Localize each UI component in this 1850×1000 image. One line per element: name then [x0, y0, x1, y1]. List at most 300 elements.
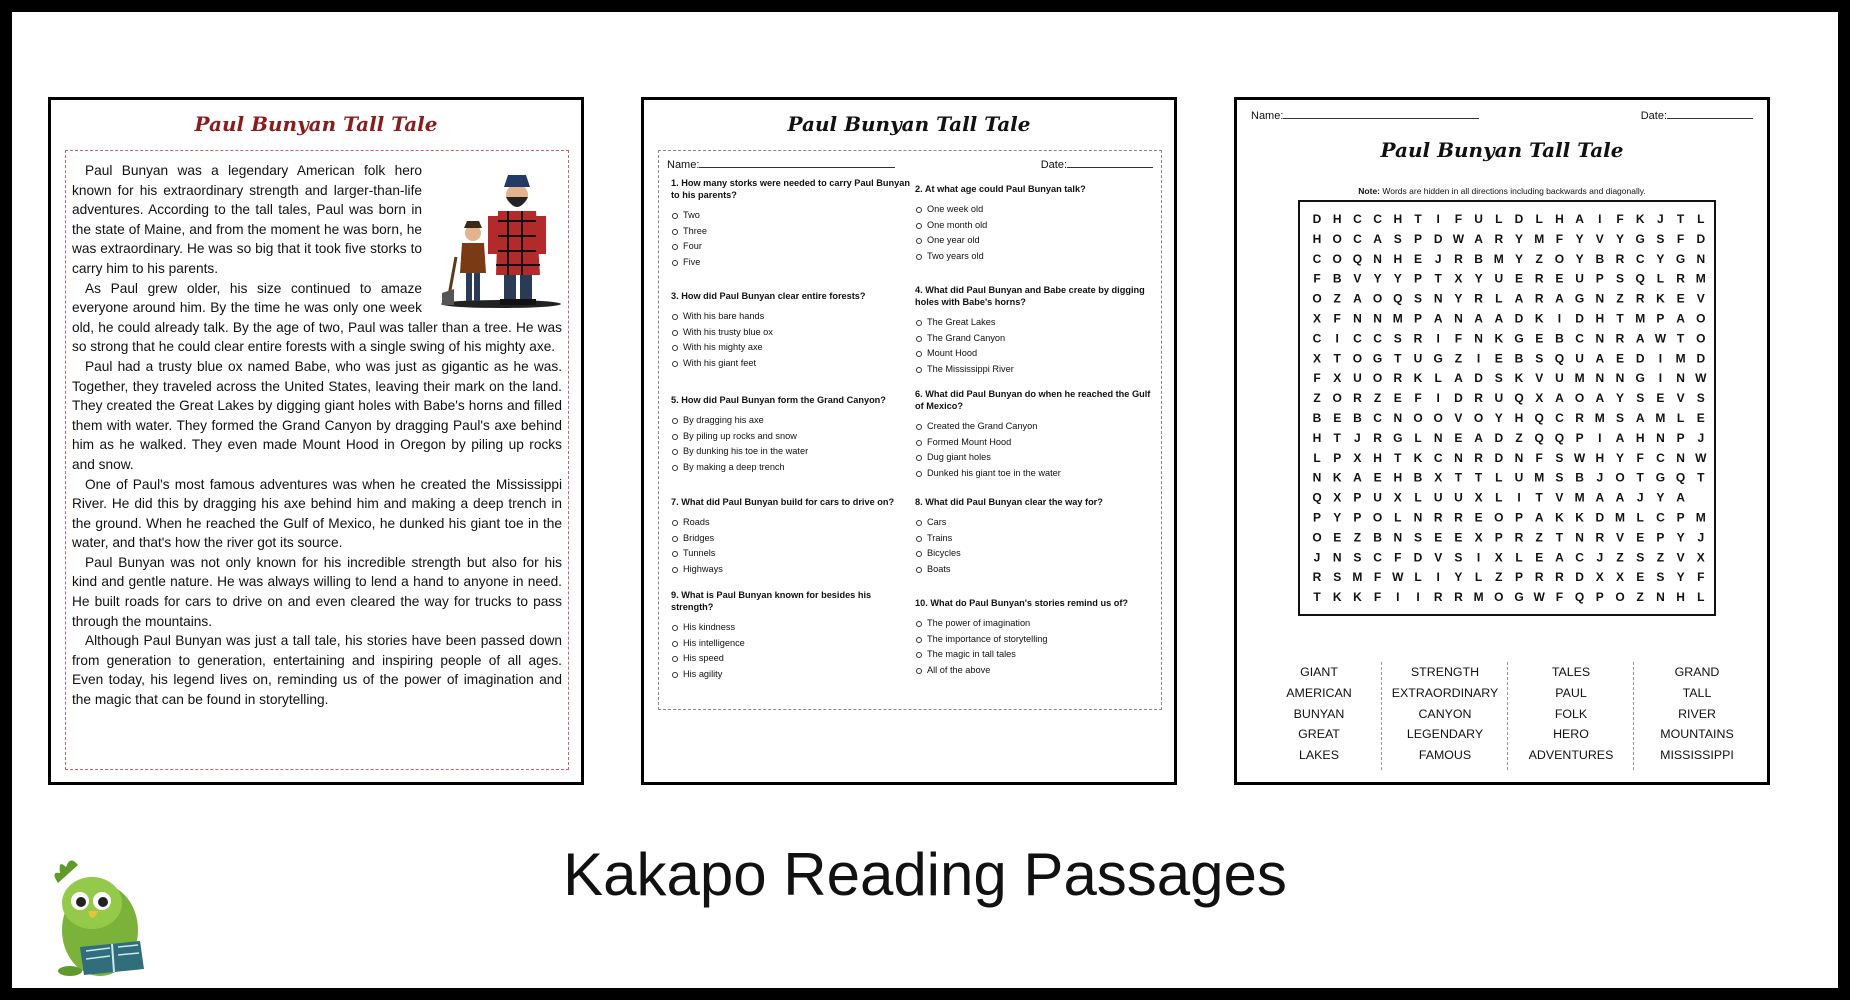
- quiz-box: [658, 150, 1162, 710]
- grid-letter: R: [1474, 391, 1483, 406]
- grid-letter: D: [1494, 450, 1504, 465]
- grid-letter: W: [1533, 590, 1545, 605]
- quiz-question: [671, 394, 911, 475]
- grid-letter: S: [1555, 450, 1564, 465]
- grid-letter: F: [1394, 550, 1402, 565]
- grid-letter: C: [1635, 251, 1645, 266]
- grid-letter: P: [1575, 430, 1584, 445]
- answer-option: His speed: [671, 651, 911, 667]
- grid-letter: A: [1555, 550, 1564, 565]
- grid-letter: H: [1595, 311, 1605, 326]
- grid-letter: U: [1494, 271, 1504, 286]
- word-bank-word: AMERICAN: [1286, 685, 1352, 700]
- grid-letter: U: [1353, 371, 1362, 386]
- grid-letter: U: [1575, 351, 1584, 366]
- grid-letter: E: [1656, 391, 1665, 406]
- grid-letter: M: [1695, 510, 1706, 525]
- word-bank-word: LAKES: [1299, 748, 1339, 763]
- grid-letter: F: [1373, 590, 1382, 605]
- grid-letter: E: [1393, 391, 1402, 406]
- answer-option: By dragging his axe: [671, 413, 911, 429]
- grid-letter: Y: [1615, 450, 1625, 465]
- grid-letter: X: [1312, 311, 1322, 326]
- grid-letter: L: [1495, 470, 1503, 485]
- grid-letter: C: [1353, 331, 1362, 346]
- answer-option: Tunnels: [671, 546, 911, 562]
- grid-letter: N: [1433, 291, 1443, 306]
- grid-letter: O: [1372, 510, 1383, 525]
- grid-letter: N: [1676, 371, 1685, 386]
- grid-letter: I: [1476, 550, 1481, 565]
- grid-letter: X: [1595, 570, 1604, 585]
- passage-box: [65, 150, 569, 770]
- grid-letter: J: [1596, 550, 1604, 565]
- grid-letter: H: [1393, 470, 1403, 485]
- passage-paragraph: One of Paul's most famous adventures was when he created the Mississippi River. He did this by dragging his axe behind him and making a deep trench in the ground. When he reached the Gulf of Mexico, he dunked his giant toe in the water, and that's how the river got its source.: [72, 476, 562, 551]
- grid-letter: T: [1474, 470, 1483, 485]
- grid-letter: X: [1615, 570, 1625, 585]
- grid-letter: P: [1656, 311, 1665, 326]
- grid-letter: N: [1474, 331, 1483, 346]
- grid-letter: A: [1676, 311, 1685, 326]
- grid-letter: G: [1574, 291, 1585, 306]
- word-column-divider: [1381, 662, 1382, 770]
- wordsearch-page: [1234, 97, 1770, 785]
- name-date-row: [667, 157, 1153, 171]
- answer-option: One year old: [915, 233, 1155, 249]
- grid-letter: R: [1474, 291, 1483, 306]
- grid-letter: S: [1636, 550, 1645, 565]
- grid-letter: F: [1414, 391, 1422, 406]
- grid-letter: O: [1696, 331, 1706, 346]
- grid-letter: D: [1575, 311, 1584, 326]
- grid-letter: D: [1575, 570, 1584, 585]
- grid-letter: K: [1332, 470, 1342, 485]
- grid-letter: N: [1595, 291, 1605, 306]
- question-text: 1. How many storks were needed to carry Paul Bunyan to his parents?: [671, 178, 910, 200]
- grid-letter: O: [1352, 351, 1363, 366]
- grid-letter: Q: [1635, 271, 1645, 286]
- grid-letter: K: [1494, 331, 1504, 346]
- grid-letter: B: [1555, 331, 1564, 346]
- grid-letter: K: [1635, 212, 1645, 226]
- grid-letter: L: [1434, 371, 1442, 386]
- grid-letter: K: [1413, 371, 1423, 386]
- answer-option: Formed Mount Hood: [915, 435, 1155, 451]
- grid-letter: G: [1393, 430, 1403, 445]
- note-label: Note:: [1358, 186, 1381, 196]
- name-line: [699, 157, 895, 168]
- grid-letter: E: [1615, 351, 1625, 366]
- grid-letter: C: [1312, 331, 1322, 346]
- grid-letter: R: [1413, 331, 1423, 346]
- grid-letter: F: [1313, 371, 1321, 386]
- grid-letter: S: [1636, 391, 1645, 406]
- grid-letter: A: [1595, 391, 1605, 406]
- grid-letter: R: [1534, 271, 1544, 286]
- passage-paragraph: As Paul grew older, his size continued to amaze everyone around him. By the time he was only one week old, he could already talk. By the age of two, Paul was taller than a tree. He was so strong that he could clear entire forests with a single swing of his mighty axe.: [72, 280, 562, 355]
- name-label: Name:: [1251, 110, 1284, 122]
- word-bank-word: BUNYAN: [1293, 706, 1345, 721]
- quiz-question: [915, 183, 1155, 264]
- grid-letter: N: [1433, 430, 1443, 445]
- grid-letter: S: [1615, 411, 1625, 425]
- answer-option: His intelligence: [671, 636, 911, 652]
- word-bank-word: LEGENDARY: [1406, 727, 1484, 742]
- answer-option: One month old: [915, 218, 1155, 234]
- grid-letter: W: [1654, 331, 1667, 346]
- word-bank-word: HERO: [1553, 727, 1589, 742]
- grid-letter: Q: [1352, 251, 1363, 266]
- grid-letter: N: [1393, 411, 1403, 425]
- grid-letter: C: [1353, 212, 1362, 226]
- grid-letter: V: [1595, 231, 1604, 246]
- grid-letter: R: [1534, 291, 1544, 306]
- grid-letter: B: [1312, 411, 1322, 425]
- grid-letter: F: [1313, 271, 1321, 286]
- grid-letter: R: [1575, 411, 1584, 425]
- grid-letter: K: [1332, 590, 1342, 605]
- grid-letter: N: [1514, 450, 1524, 465]
- grid-letter: T: [1697, 470, 1705, 485]
- answer-option: All of the above: [915, 663, 1155, 679]
- answer-option: The Great Lakes: [915, 315, 1155, 331]
- grid-letter: J: [1596, 470, 1604, 485]
- grid-letter: B: [1595, 251, 1605, 266]
- grid-letter: V: [1434, 550, 1443, 565]
- answer-option: His agility: [671, 667, 911, 683]
- quiz-question: [915, 597, 1155, 678]
- question-text: 8. What did Paul Bunyan clear the way for?: [915, 497, 1103, 507]
- grid-letter: E: [1636, 570, 1645, 585]
- grid-letter: D: [1635, 351, 1645, 366]
- grid-letter: O: [1494, 510, 1504, 525]
- grid-letter: Y: [1373, 271, 1382, 286]
- passage-paragraph: Paul Bunyan was a legendary American folk hero known for his extraordinary strength and larger-than-life adventures. According to the tall tales, Paul was born in the state of Maine, and from the moment he was born, he was extraordinary. He was so big that it took five storks to carry him to his parents.: [72, 163, 422, 276]
- grid-letter: E: [1514, 271, 1524, 286]
- note-text: Words are hidden in all directions including backwards and diagonally.: [1380, 186, 1646, 196]
- grid-letter: L: [1495, 490, 1503, 505]
- grid-letter: B: [1413, 470, 1423, 485]
- grid-letter: S: [1393, 231, 1402, 246]
- grid-letter: Z: [1454, 351, 1463, 366]
- grid-letter: L: [1414, 490, 1422, 505]
- grid-letter: A: [1595, 490, 1605, 505]
- grid-letter: K: [1575, 510, 1584, 525]
- grid-letter: I: [1396, 590, 1400, 605]
- word-column-divider: [1507, 662, 1508, 770]
- grid-letter: Y: [1656, 490, 1665, 505]
- grid-letter: O: [1332, 391, 1342, 406]
- grid-letter: U: [1494, 391, 1504, 406]
- answer-option: By dunking his toe in the water: [671, 444, 911, 460]
- paul-bunyan-illustration: [426, 161, 566, 311]
- grid-letter: C: [1575, 331, 1584, 346]
- grid-letter: U: [1555, 371, 1564, 386]
- grid-letter: D: [1696, 351, 1706, 366]
- grid-letter: W: [1452, 231, 1465, 246]
- grid-letter: R: [1433, 510, 1443, 525]
- word-bank-word: GIANT: [1300, 665, 1338, 679]
- grid-letter: Y: [1676, 570, 1685, 585]
- word-bank-word: TALES: [1551, 665, 1591, 679]
- quiz-title: Paul Bunyan Tall Tale: [787, 112, 1031, 136]
- grid-letter: Z: [1636, 590, 1644, 605]
- grid-letter: Z: [1616, 291, 1624, 306]
- grid-letter: Q: [1675, 470, 1686, 485]
- grid-letter: U: [1474, 212, 1483, 226]
- wordsearch-note: [1237, 186, 1767, 196]
- grid-letter: S: [1656, 231, 1665, 246]
- grid-letter: J: [1434, 251, 1442, 266]
- grid-letter: R: [1454, 510, 1463, 525]
- grid-letter: A: [1595, 351, 1605, 366]
- grid-letter: T: [1333, 430, 1341, 445]
- grid-letter: H: [1635, 430, 1645, 445]
- answer-option: Mount Hood: [915, 346, 1155, 362]
- grid-letter: A: [1575, 212, 1584, 226]
- answer-option: Three: [671, 224, 911, 240]
- grid-letter: V: [1353, 271, 1362, 286]
- answer-option: Dug giant holes: [915, 450, 1155, 466]
- grid-letter: C: [1656, 510, 1665, 525]
- word-column: [1635, 662, 1759, 766]
- grid-letter: H: [1332, 212, 1342, 226]
- grid-letter: G: [1372, 351, 1383, 366]
- grid-letter: M: [1534, 231, 1545, 246]
- grid-letter: O: [1696, 311, 1706, 326]
- date-line: [1667, 108, 1753, 119]
- grid-letter: X: [1312, 351, 1322, 366]
- passage-page: [48, 97, 584, 785]
- grid-letter: R: [1534, 570, 1544, 585]
- answer-option: Two years old: [915, 249, 1155, 265]
- grid-letter: M: [1493, 251, 1504, 266]
- grid-letter: T: [1394, 351, 1402, 366]
- grid-letter: O: [1494, 590, 1504, 605]
- grid-letter: G: [1675, 251, 1686, 266]
- grid-letter: G: [1635, 371, 1645, 386]
- grid-letter: S: [1454, 550, 1463, 565]
- grid-letter: T: [1333, 351, 1341, 366]
- grid-letter: D: [1474, 371, 1483, 386]
- grid-letter: L: [1656, 271, 1665, 286]
- grid-letter: G: [1514, 590, 1524, 605]
- word-bank-word: RIVER: [1678, 706, 1716, 721]
- grid-letter: O: [1473, 411, 1484, 425]
- grid-letter: R: [1474, 450, 1483, 465]
- grid-letter: S: [1393, 331, 1402, 346]
- name-date-row: [1251, 108, 1753, 122]
- grid-letter: I: [1416, 590, 1420, 605]
- grid-letter: H: [1393, 212, 1403, 226]
- grid-letter: P: [1676, 510, 1685, 525]
- grid-letter: F: [1555, 231, 1564, 246]
- grid-letter: F: [1333, 311, 1341, 326]
- grid-letter: Q: [1514, 391, 1524, 406]
- grid-letter: M: [1594, 411, 1605, 425]
- grid-letter: Z: [1373, 391, 1382, 406]
- grid-letter: L: [1515, 550, 1523, 565]
- grid-letter: F: [1636, 450, 1644, 465]
- grid-letter: E: [1636, 530, 1645, 545]
- grid-letter: J: [1636, 490, 1644, 505]
- grid-letter: P: [1656, 530, 1665, 545]
- grid-letter: Y: [1454, 291, 1463, 306]
- answer-option: With his giant feet: [671, 356, 911, 372]
- word-bank: [1257, 662, 1757, 772]
- grid-letter: S: [1333, 570, 1342, 585]
- grid-letter: T: [1414, 212, 1422, 226]
- answer-option: Bicycles: [915, 546, 1155, 562]
- word-bank-word: ADVENTURES: [1528, 748, 1614, 763]
- quiz-question: [915, 284, 1155, 377]
- grid-letter: Z: [1656, 550, 1665, 565]
- word-bank-word: TALL: [1682, 685, 1712, 700]
- answer-option: The power of imagination: [915, 616, 1155, 632]
- grid-letter: I: [1476, 351, 1481, 366]
- grid-letter: S: [1656, 570, 1665, 585]
- grid-letter: Q: [1393, 291, 1403, 306]
- grid-letter: O: [1554, 251, 1565, 266]
- grid-letter: X: [1474, 530, 1483, 545]
- grid-letter: I: [1557, 311, 1562, 326]
- grid-letter: N: [1454, 450, 1463, 465]
- grid-letter: G: [1635, 231, 1645, 246]
- question-text: 7. What did Paul Bunyan build for cars to drive on?: [671, 497, 895, 507]
- grid-letter: E: [1373, 470, 1382, 485]
- grid-letter: O: [1312, 530, 1322, 545]
- grid-letter: T: [1454, 470, 1463, 485]
- grid-letter: Y: [1575, 231, 1584, 246]
- grid-letter: V: [1555, 490, 1564, 505]
- grid-letter: P: [1514, 510, 1524, 525]
- grid-letter: A: [1555, 391, 1564, 406]
- passage-paragraph: Although Paul Bunyan was just a tall tale, his stories have been passed down from generation to generation, entertaining and inspiring people of all ages. Even today, his legend lives on, reminding us of the power of imagination and the magic that can be found in storytelling.: [72, 633, 562, 708]
- grid-letter: K: [1353, 590, 1362, 605]
- grid-letter: N: [1615, 371, 1625, 386]
- grid-letter: O: [1372, 371, 1383, 386]
- grid-letter: L: [1495, 291, 1503, 306]
- answer-option: His kindness: [671, 620, 911, 636]
- grid-letter: O: [1332, 251, 1342, 266]
- grid-letter: X: [1474, 490, 1483, 505]
- passage-text: [72, 161, 562, 710]
- grid-letter: L: [1636, 510, 1644, 525]
- word-column-divider: [1633, 662, 1634, 770]
- quiz-page: [641, 97, 1177, 785]
- grid-letter: Y: [1474, 271, 1483, 286]
- grid-letter: B: [1332, 271, 1342, 286]
- grid-letter: D: [1413, 550, 1423, 565]
- grid-letter: N: [1373, 311, 1382, 326]
- grid-letter: A: [1353, 470, 1362, 485]
- grid-letter: X: [1494, 550, 1503, 565]
- grid-letter: E: [1494, 351, 1503, 366]
- grid-letter: I: [1658, 351, 1663, 366]
- grid-letter: S: [1413, 291, 1423, 306]
- grid-letter: T: [1676, 212, 1685, 226]
- question-text: 5. How did Paul Bunyan form the Grand Canyon?: [671, 395, 886, 405]
- grid-letter: D: [1696, 231, 1706, 246]
- grid-letter: V: [1676, 391, 1685, 406]
- grid-letter: P: [1514, 570, 1524, 585]
- grid-letter: E: [1676, 291, 1685, 306]
- grid-letter: F: [1697, 570, 1705, 585]
- grid-letter: P: [1312, 510, 1322, 525]
- grid-letter: B: [1353, 411, 1362, 425]
- grid-letter: P: [1413, 311, 1423, 326]
- answer-option: Four: [671, 239, 911, 255]
- quiz-question: [671, 177, 911, 270]
- grid-letter: V: [1696, 291, 1705, 306]
- grid-letter: I: [1335, 331, 1339, 346]
- grid-letter: N: [1656, 590, 1665, 605]
- grid-letter: P: [1413, 271, 1423, 286]
- grid-letter: A: [1353, 291, 1362, 306]
- answer-option: Cars: [915, 515, 1155, 531]
- grid-letter: Y: [1676, 530, 1685, 545]
- grid-letter: S: [1535, 351, 1544, 366]
- passage-paragraph: Paul Bunyan was not only known for his incredible strength but also for his kind and gentle nature. He was always willing to lend a hand to anyone in need. He built roads for cars to drive on and even cleared the way for trucks to pass through the mountains.: [72, 554, 562, 629]
- grid-letter: A: [1615, 430, 1625, 445]
- grid-letter: E: [1474, 510, 1483, 525]
- grid-letter: M: [1352, 570, 1363, 585]
- grid-letter: E: [1333, 530, 1342, 545]
- grid-letter: F: [1454, 331, 1463, 346]
- grid-letter: C: [1373, 212, 1382, 226]
- brand-name: Kakapo Reading Passages: [563, 841, 1287, 908]
- grid-letter: D: [1454, 391, 1463, 406]
- grid-letter: C: [1373, 331, 1382, 346]
- quiz-question: [671, 496, 911, 577]
- grid-letter: C: [1656, 450, 1665, 465]
- grid-letter: C: [1555, 411, 1564, 425]
- grid-letter: E: [1434, 530, 1443, 545]
- grid-letter: G: [1433, 351, 1443, 366]
- grid-letter: I: [1658, 371, 1663, 386]
- word-bank-word: STRENGTH: [1410, 665, 1480, 679]
- grid-letter: A: [1534, 510, 1544, 525]
- grid-letter: I: [1436, 570, 1440, 585]
- grid-letter: T: [1394, 450, 1402, 465]
- grid-letter: R: [1676, 271, 1685, 286]
- answer-option: The magic in tall tales: [915, 647, 1155, 663]
- grid-letter: O: [1615, 470, 1625, 485]
- grid-letter: H: [1676, 590, 1685, 605]
- grid-letter: U: [1373, 490, 1382, 505]
- grid-letter: T: [1616, 311, 1624, 326]
- word-bank-word: MOUNTAINS: [1660, 727, 1734, 742]
- grid-letter: H: [1595, 450, 1605, 465]
- passage-paragraph: Paul had a trusty blue ox named Babe, who was just as gigantic as he was. Together, they traveled across the United States, leaving their mark on the land. They created the Great Lakes by digging giant holes with Babe's horns and filled them with water. They formed the Grand Canyon by dragging Paul's axe behind him as he walked. They even made Mount Hood in Oregon by piling up rocks and snow.: [72, 358, 562, 472]
- grid-letter: W: [1392, 570, 1404, 585]
- grid-letter: C: [1575, 550, 1584, 565]
- grid-letter: M: [1675, 351, 1686, 366]
- grid-letter: H: [1555, 212, 1564, 226]
- grid-letter: Q: [1312, 490, 1322, 505]
- grid-letter: Y: [1656, 251, 1665, 266]
- grid-letter: T: [1555, 530, 1564, 545]
- grid-letter: N: [1454, 311, 1463, 326]
- grid-letter: N: [1353, 311, 1362, 326]
- grid-letter: O: [1433, 411, 1443, 425]
- grid-letter: Y: [1494, 411, 1503, 425]
- grid-letter: R: [1353, 391, 1362, 406]
- grid-letter: U: [1413, 351, 1423, 366]
- grid-letter: E: [1454, 530, 1463, 545]
- answer-option: With his bare hands: [671, 309, 911, 325]
